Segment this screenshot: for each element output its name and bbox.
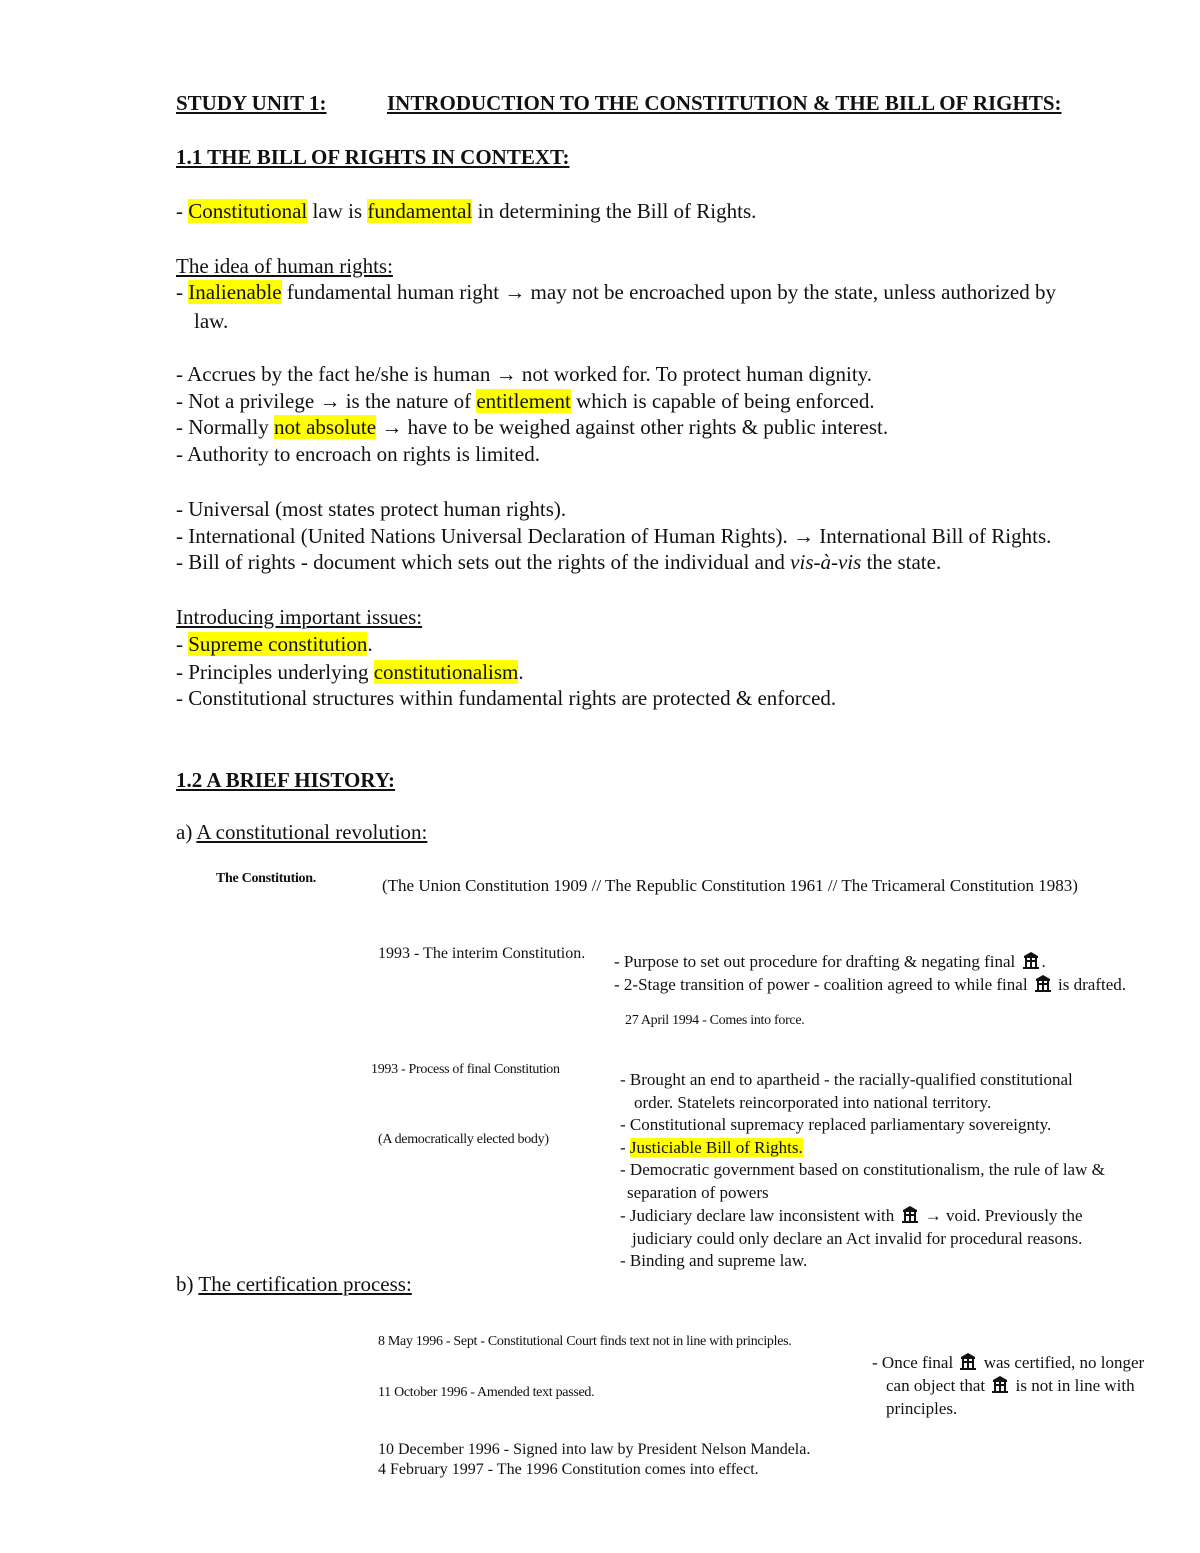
final-point-justiciable: - Justiciable Bill of Rights. (620, 1138, 803, 1157)
certification-step-4: 4 February 1997 - The 1996 Constitution comes into effect. (378, 1461, 759, 1478)
idea-of-human-rights-heading: The idea of human rights: (176, 254, 393, 278)
section-1-1-heading: 1.1 THE BILL OF RIGHTS IN CONTEXT: (176, 145, 570, 169)
building-icon (1022, 952, 1040, 970)
final-point-binding: - Binding and supreme law. (620, 1251, 808, 1270)
final-point-democratic: - Democratic government based on constitutionalism, the rule of law & (620, 1160, 1105, 1179)
bullet-constitutional-structures: - Constitutional structures within fundamental rights are protected & enforced. (176, 686, 837, 710)
bullet-supreme-constitution: - Supreme constitution. (176, 632, 373, 656)
certification-note-2: can object that is not in line with (886, 1376, 1135, 1395)
subsection-b-heading: b) The certification process: (176, 1272, 412, 1296)
interim-point-purpose: - Purpose to set out procedure for drafting & negating final . (614, 952, 1046, 971)
interim-constitution-label: 1993 - The interim Constitution. (378, 945, 586, 962)
building-icon (1034, 975, 1052, 993)
building-icon (959, 1353, 977, 1371)
final-point-apartheid-cont: order. Statelets reincorporated into national territory. (634, 1093, 992, 1112)
bullet-bill-of-rights: - Bill of rights - document which sets out the rights of the individual and vis-à-vis the state. (176, 550, 942, 574)
certification-step-2: 11 October 1996 - Amended text passed. (378, 1385, 595, 1400)
final-point-apartheid: - Brought an end to apartheid - the racially-qualified constitutional (620, 1070, 1073, 1089)
final-point-supremacy: - Constitutional supremacy replaced parliamentary sovereignty. (620, 1115, 1052, 1134)
certification-note-3: principles. (886, 1399, 958, 1418)
bullet-inalienable-cont: law. (194, 309, 229, 333)
interim-point-transition: - 2-Stage transition of power - coalition agreed to while final is drafted. (614, 975, 1127, 994)
final-constitution-label: 1993 - Process of final Constitution (371, 1062, 560, 1077)
building-icon (991, 1376, 1009, 1394)
certification-step-3: 10 December 1996 - Signed into law by President Nelson Mandela. (378, 1441, 811, 1458)
bullet-privilege: - Not a privilege → is the nature of entitlement which is capable of being enforced. (176, 389, 875, 413)
section-1-2-heading: 1.2 A BRIEF HISTORY: (176, 768, 396, 792)
bullet-not-absolute: - Normally not absolute → have to be weighed against other rights & public interest. (176, 415, 889, 439)
the-constitution-label: The Constitution. (216, 871, 316, 886)
bullet-accrues: - Accrues by the fact he/she is human → not worked for. To protect human dignity. (176, 362, 873, 386)
democratic-body-label: (A democratically elected body) (378, 1132, 549, 1147)
bullet-constitutionalism: - Principles underlying constitutionalism. (176, 660, 524, 684)
document-title: INTRODUCTION TO THE CONSTITUTION & THE BILL OF RIGHTS: (387, 91, 1062, 115)
final-point-judiciary-cont: judiciary could only declare an Act invalid for procedural reasons. (632, 1229, 1083, 1248)
bullet-inalienable: - Inalienable fundamental human right → may not be encroached upon by the state, unless authorized by (176, 280, 1056, 304)
earlier-constitutions: (The Union Constitution 1909 // The Republic Constitution 1961 // The Tricameral Constitution 1983) (382, 876, 1078, 895)
study-unit-label: STUDY UNIT 1: (176, 91, 327, 115)
final-point-democratic-cont: separation of powers (627, 1183, 769, 1202)
bullet-international: - International (United Nations Universal Declaration of Human Rights). → International Bill of Rights. (176, 524, 1052, 548)
important-issues-heading: Introducing important issues: (176, 605, 423, 629)
bullet-constitutional-law: - Constitutional law is fundamental in determining the Bill of Rights. (176, 199, 757, 223)
certification-step-1: 8 May 1996 - Sept - Constitutional Court finds text not in line with principles. (378, 1334, 792, 1349)
final-point-judiciary: - Judiciary declare law inconsistent with → void. Previously the (620, 1206, 1083, 1225)
bullet-authority: - Authority to encroach on rights is limited. (176, 442, 540, 466)
subsection-a-heading: a) A constitutional revolution: (176, 820, 428, 844)
interim-force-date: 27 April 1994 - Comes into force. (625, 1013, 805, 1028)
building-icon (901, 1206, 919, 1224)
bullet-universal: - Universal (most states protect human rights). (176, 497, 567, 521)
certification-note-1: - Once final was certified, no longer (872, 1353, 1145, 1372)
